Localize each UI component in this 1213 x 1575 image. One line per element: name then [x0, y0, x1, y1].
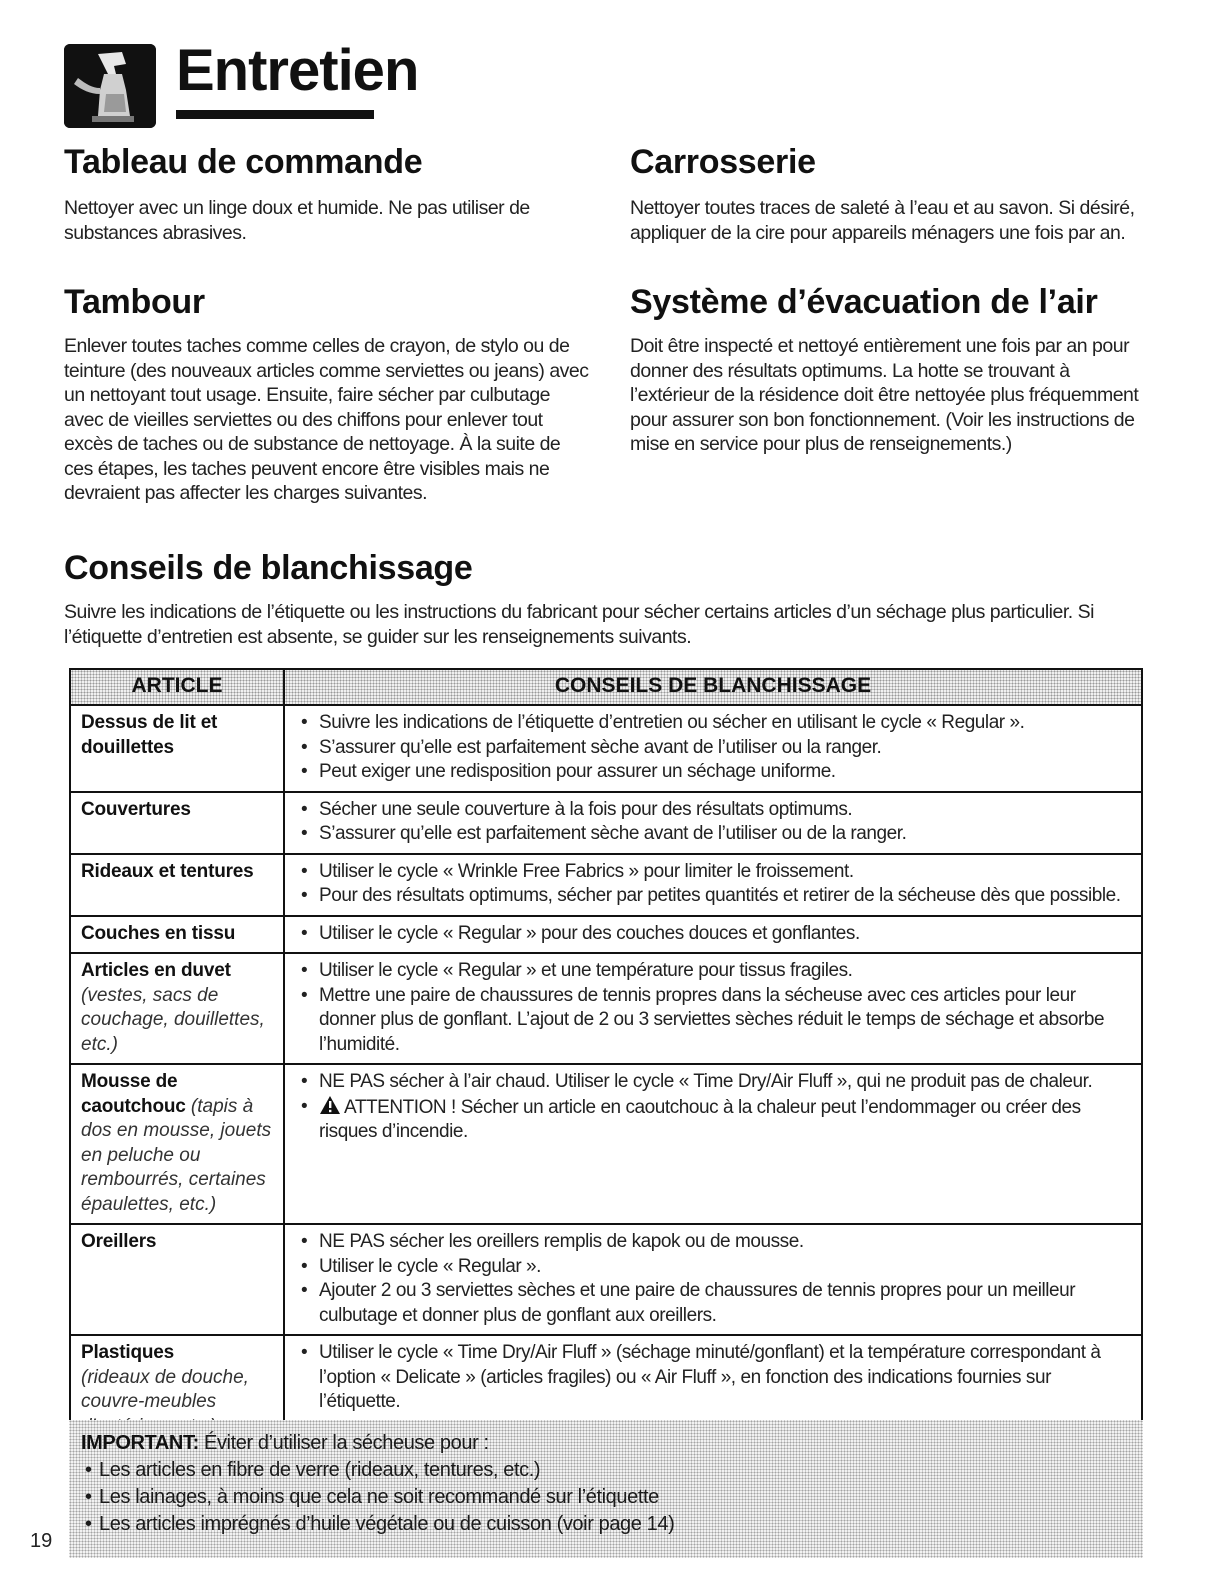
- article-note: (tapis à dos en mousse, jouets en peluche ou rembourrés, certaines épaulettes, etc.): [81, 1095, 272, 1215]
- list-item: [295, 822, 1131, 847]
- list-item: [295, 984, 1131, 1058]
- tip-text: NE PAS sécher les oreillers remplis de kapok ou de mousse.: [319, 1231, 804, 1252]
- list-item: • Les lainages, à moins que cela ne soit recommandé sur l’étiquette: [81, 1484, 1131, 1511]
- list-item: [295, 1095, 1131, 1145]
- tips-cell: [284, 1064, 1142, 1224]
- article-cell: [70, 1064, 284, 1224]
- section-text: Nettoyer toutes traces de saleté à l’eau et au savon. Si désiré, appliquer de la cire pour appareils ménagers une fois par an.: [630, 197, 1135, 244]
- article-name: Mousse de caoutchouc: [81, 1071, 186, 1117]
- important-list: [81, 1457, 1131, 1538]
- tip-text: S’assurer qu’elle est parfaitement sèche avant de l’utiliser ou la ranger.: [319, 736, 882, 758]
- list-item: [295, 860, 1131, 885]
- section-tambour: [64, 282, 594, 506]
- list-item: [295, 922, 1131, 947]
- tips-list: [295, 959, 1131, 1057]
- spray-bottle-icon: [64, 44, 156, 128]
- list-item: [295, 798, 1131, 823]
- article-name: Rideaux et tentures: [81, 860, 254, 882]
- article-cell: [70, 953, 284, 1064]
- section-text: Nettoyer avec un linge doux et humide. Ne pas utiliser de substances abrasives.: [64, 197, 530, 244]
- section-heading: Tambour: [64, 283, 205, 321]
- article-cell: [70, 1224, 284, 1335]
- article-name: Couvertures: [81, 798, 191, 820]
- important-intro: Éviter d’utiliser la sécheuse pour :: [204, 1432, 489, 1454]
- list-item: • Les articles en fibre de verre (rideaux, tentures, etc.): [81, 1457, 1131, 1484]
- table-row: [70, 792, 1142, 854]
- tip-text: Utiliser le cycle « Regular ».: [319, 1255, 541, 1277]
- list-item: [295, 736, 1131, 761]
- table-header-row: [70, 669, 1142, 705]
- article-note: (rideaux de douche, couvre-meubles: [81, 1366, 249, 1412]
- table-row: [70, 1064, 1142, 1224]
- article-cell: [70, 854, 284, 916]
- page-title: Entretien: [176, 38, 419, 103]
- list-item: [295, 1230, 1131, 1255]
- tips-list: [295, 1341, 1131, 1415]
- tips-cell: [284, 705, 1142, 792]
- tips-cell: [284, 1224, 1142, 1335]
- article-name: Oreillers: [81, 1231, 157, 1252]
- tips-cell: [284, 854, 1142, 916]
- section-heading: Carrosserie: [630, 143, 816, 181]
- tips-list: [295, 860, 1131, 909]
- tips-cell: [284, 916, 1142, 954]
- article-name: Plastiques: [81, 1342, 175, 1363]
- important-heading: [81, 1430, 1131, 1457]
- section-heading: Système d’évacuation de l’air: [630, 283, 1098, 321]
- tips-cell: [284, 953, 1142, 1064]
- article-note: (vestes, sacs de couchage, douillettes, etc.): [81, 984, 265, 1055]
- tip-text: Mettre une paire de chaussures de tennis propres dans la sécheuse avec ces articles pour leur donner plus de gonflant. L’ajout de 2 ou 3 serviettes sèches réduit le temps de séchage et absorbe l’humidité.: [319, 984, 1105, 1055]
- article-name: Dessus de lit et douillettes: [81, 712, 218, 758]
- article-cell: [70, 792, 284, 854]
- section-tableau: [64, 142, 584, 245]
- section-carrosserie: [630, 142, 1150, 245]
- tips-list: [295, 798, 1131, 847]
- tips-list: [295, 1070, 1131, 1145]
- section-text: Suivre les indications de l’étiquette ou les instructions du fabricant pour sécher certains articles d’un séchage plus particulier. Si l’étiquette d’entretien est absente, se guider sur les renseignements suivants.: [64, 601, 1094, 648]
- tip-text: Ajouter 2 ou 3 serviettes sèches et une paire de chaussures de tennis propres pour un meilleur culbutage et donner plus de gonflant aux oreillers.: [319, 1280, 1076, 1326]
- table-row: [70, 953, 1142, 1064]
- important-label: IMPORTANT:: [81, 1432, 199, 1454]
- title-underline: [176, 110, 374, 119]
- list-item: [295, 1341, 1131, 1415]
- table-row: [70, 705, 1142, 792]
- tip-text: ATTENTION ! Sécher un article en caoutchouc à la chaleur peut l’endommager ou créer des risques d’incendie.: [319, 1096, 1081, 1142]
- table-row: [70, 854, 1142, 916]
- section-heading: Tableau de commande: [64, 143, 423, 181]
- article-name: Articles en duvet: [81, 960, 231, 981]
- list-item: [295, 760, 1131, 785]
- tip-text: Sécher une seule couverture à la fois pour des résultats optimums.: [319, 798, 853, 820]
- list-item: [295, 1255, 1131, 1280]
- section-conseils: [64, 548, 1149, 649]
- list-item: [295, 884, 1131, 909]
- list-item: [295, 1279, 1131, 1328]
- article-cell: [70, 916, 284, 954]
- tip-text: Utiliser le cycle « Time Dry/Air Fluff » (séchage minuté/gonflant) et la température correspondant à l’option « Delicate » (articles fragiles) ou « Air Fluff », en fonction des indications fournies sur l’étiquette.: [319, 1342, 1101, 1412]
- section-text: Enlever toutes taches comme celles de crayon, de stylo ou de teinture (des nouveaux articles comme serviettes ou jeans) avec un nettoyant tout usage. Ensuite, faire sécher par culbutage avec de vieilles serviettes ou des chiffons pour enlever tout excès de taches ou de substance de nettoyage. À la suite de ces étapes, les taches peuvent encore être visibles mais ne devraient pas affecter les charges suivantes.: [64, 335, 589, 504]
- table-header-tips: CONSEILS DE BLANCHISSAGE: [284, 669, 1142, 705]
- page-number: 19: [30, 1530, 53, 1552]
- tip-text: Utiliser le cycle « Wrinkle Free Fabrics » pour limiter le froissement.: [319, 860, 854, 882]
- section-text: Doit être inspecté et nettoyé entièrement une fois par an pour donner des résultats optimums. La hotte se trouvant à l’extérieur de la résidence doit être nettoyée plus fréquemment pour assurer son bon fonctionnement. (Voir les instructions de mise en service pour plus de renseignements.): [630, 335, 1139, 455]
- article-cell: [70, 705, 284, 792]
- article-name: Couches en tissu: [81, 922, 236, 944]
- list-item: [295, 1070, 1131, 1095]
- tips-list: [295, 1230, 1131, 1328]
- tips-list: [295, 711, 1131, 785]
- tip-text: NE PAS sécher à l’air chaud. Utiliser le cycle « Time Dry/Air Fluff », qui ne produit pas de chaleur.: [319, 1071, 1093, 1092]
- table-row: [70, 1224, 1142, 1335]
- section-heading: Conseils de blanchissage: [64, 549, 473, 587]
- list-item: [295, 959, 1131, 984]
- table-row: [70, 916, 1142, 954]
- list-item: • Les articles imprégnés d’huile végétale ou de cuisson (voir page 14): [81, 1511, 1131, 1538]
- tip-text: Peut exiger une redisposition pour assurer un séchage uniforme.: [319, 761, 836, 782]
- tip-text: Utiliser le cycle « Regular » et une température pour tissus fragiles.: [319, 960, 853, 981]
- tip-text: Utiliser le cycle « Regular » pour des couches douces et gonflantes.: [319, 922, 860, 944]
- tip-text: Suivre les indications de l’étiquette d’entretien ou sécher en utilisant le cycle « Regular ».: [319, 712, 1025, 733]
- warning-icon: [319, 1095, 341, 1115]
- important-notice: [69, 1420, 1143, 1558]
- table-header-article: ARTICLE: [70, 669, 284, 705]
- tips-cell: [284, 792, 1142, 854]
- list-item: [295, 711, 1131, 736]
- laundry-tips-table: [69, 668, 1143, 1447]
- tips-list: [295, 922, 1131, 947]
- section-evacuation: [630, 282, 1150, 457]
- tip-text: S’assurer qu’elle est parfaitement sèche avant de l’utiliser ou de la ranger.: [319, 823, 907, 844]
- tip-text: Pour des résultats optimums, sécher par petites quantités et retirer de la sécheuse dès que possible.: [319, 885, 1121, 906]
